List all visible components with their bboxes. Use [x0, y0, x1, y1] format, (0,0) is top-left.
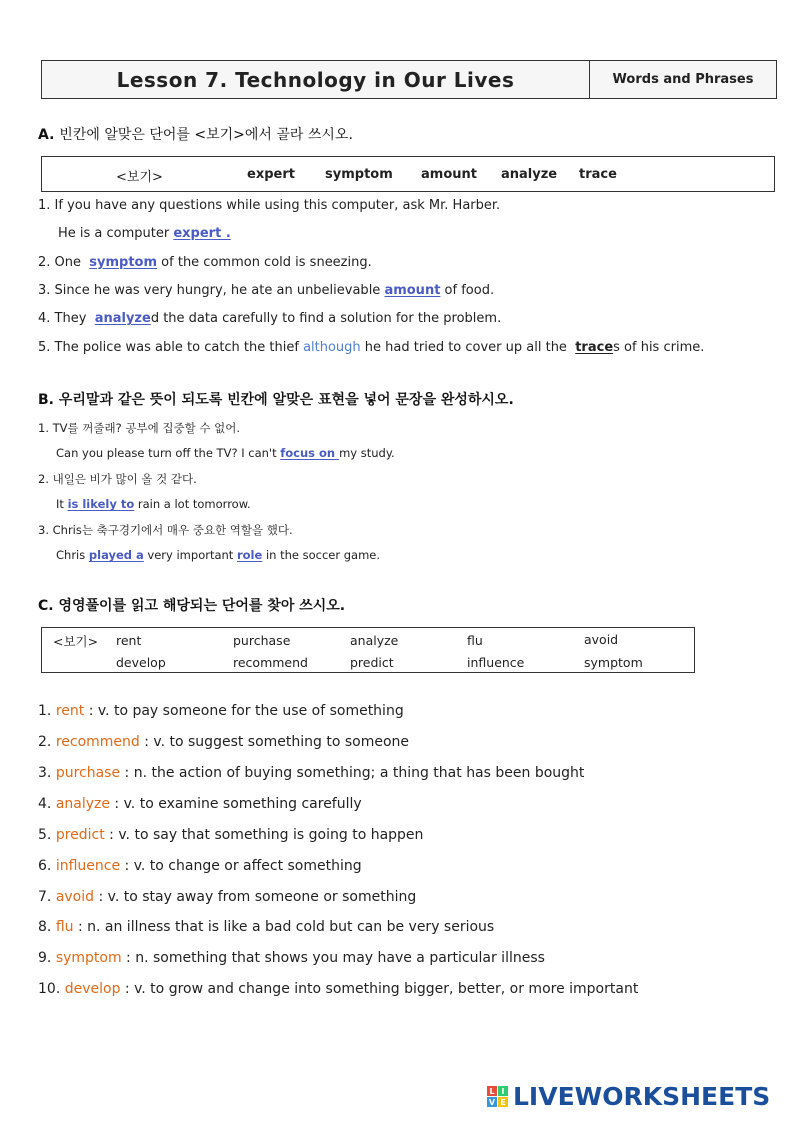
logo-letter: L	[487, 1086, 497, 1096]
answer-blank[interactable]: role	[236, 548, 263, 562]
question-b3-korean: 3. Chris는 축구경기에서 매우 중요한 역할을 했다.	[38, 523, 293, 537]
question-a1: 1. If you have any questions while using this computer, ask Mr. Harber.	[38, 198, 501, 213]
answer-blank[interactable]: trace	[575, 340, 614, 355]
definition-item	[38, 889, 416, 905]
item-number: 10.	[38, 981, 61, 997]
bogi-word: trace	[579, 167, 617, 182]
answer-word[interactable]: recommend	[55, 734, 140, 750]
section-c-label: C.	[38, 598, 54, 614]
wordbank-word: develop	[116, 655, 166, 670]
item-number: 6.	[38, 858, 52, 874]
question-text: 4. They	[38, 311, 91, 326]
item-number: 4.	[38, 796, 52, 812]
section-b-instruction: 우리말과 같은 뜻이 되도록 빈칸에 알맞은 표현을 넣어 문장을 완성하시오.	[58, 392, 514, 408]
definition-text: : n. an illness that is like a bad cold but can be very serious	[73, 919, 495, 935]
section-c-word-box	[41, 627, 695, 673]
section-b-label: B.	[38, 392, 54, 408]
question-b1-korean: 1. TV를 꺼줄래? 공부에 집중할 수 없어.	[38, 421, 240, 435]
bogi-word: analyze	[501, 167, 558, 182]
question-text: of food.	[440, 283, 495, 298]
question-text: Chris	[56, 548, 89, 562]
lesson-subtitle: Words and Phrases	[612, 72, 754, 87]
question-a3	[38, 283, 494, 298]
liveworksheets-logo	[487, 1082, 770, 1111]
definition-item	[38, 919, 494, 935]
logo-letter: E	[498, 1097, 508, 1107]
section-a-label: A.	[38, 127, 55, 143]
definition-item	[38, 981, 638, 997]
definition-item	[38, 796, 362, 812]
answer-word[interactable]: predict	[55, 827, 105, 843]
item-number: 3.	[38, 765, 52, 781]
definition-text: : n. the action of buying something; a thing that has been bought	[120, 765, 585, 781]
answer-blank[interactable]: expert .	[173, 226, 231, 241]
item-number: 5.	[38, 827, 52, 843]
lesson-header	[41, 60, 777, 99]
definition-text: : v. to say that something is going to happen	[104, 827, 424, 843]
logo-letter: V	[488, 1097, 496, 1107]
wordbank-word: analyze	[350, 633, 399, 648]
question-text: s of his crime.	[613, 340, 705, 355]
section-a-title	[38, 124, 353, 144]
bogi-word: symptom	[325, 167, 393, 182]
question-text: He is a computer	[58, 226, 174, 241]
answer-blank[interactable]: analyze	[94, 311, 151, 326]
section-c-instruction: 영영풀이를 읽고 해당되는 단어를 찾아 쓰시오.	[58, 598, 346, 614]
answer-word[interactable]: flu	[55, 919, 74, 935]
bogi-word: amount	[421, 167, 477, 182]
wordbank-word: recommend	[233, 655, 308, 670]
question-text: d the data carefully to find a solution for the problem.	[150, 311, 502, 326]
definition-text: : n. something that shows you may have a particular illness	[121, 950, 545, 966]
definition-text: : v. to stay away from someone or something	[94, 889, 417, 905]
definition-text: : v. to pay someone for the use of something	[84, 703, 404, 719]
wordbank-word: rent	[116, 633, 142, 648]
question-b2	[56, 497, 251, 511]
section-a-instruction: 빈칸에 알맞은 단어를 <보기>에서 골라 쓰시오.	[59, 127, 353, 143]
question-b1	[56, 446, 395, 460]
question-b3	[56, 548, 380, 562]
answer-word[interactable]: analyze	[55, 796, 110, 812]
answer-blank[interactable]: symptom	[89, 255, 158, 270]
question-a1-answer-line	[58, 226, 231, 241]
question-a5	[38, 340, 704, 355]
question-text: 5. The police was able to catch the thief	[38, 340, 304, 355]
question-b2-korean: 2. 내일은 비가 많이 올 것 같다.	[38, 472, 197, 486]
section-c-title	[38, 595, 345, 615]
question-text: of the common cold is sneezing.	[157, 255, 372, 270]
answer-word[interactable]: symptom	[55, 950, 122, 966]
item-number: 2.	[38, 734, 52, 750]
definition-item	[38, 734, 409, 750]
lesson-title: Lesson 7. Technology in Our Lives	[42, 61, 590, 98]
logo-text: LIVEWORKSHEETS	[513, 1082, 771, 1111]
bogi-word: expert	[247, 167, 295, 182]
wordbank-word: avoid	[584, 632, 619, 647]
definition-item	[38, 858, 362, 874]
wordbank-word: influence	[467, 655, 525, 670]
answer-word[interactable]: purchase	[55, 765, 121, 781]
item-number: 8.	[38, 919, 52, 935]
question-text: Can you please turn off the TV? I can't	[56, 446, 281, 460]
definition-item	[38, 950, 545, 966]
definition-text: : v. to change or affect something	[120, 858, 362, 874]
answer-blank[interactable]: amount	[384, 283, 441, 298]
answer-word[interactable]: develop	[64, 981, 121, 997]
answer-blank[interactable]: focus on	[280, 446, 340, 460]
item-number: 9.	[38, 950, 52, 966]
question-text: rain a lot tomorrow.	[134, 497, 251, 511]
question-a4	[38, 311, 501, 326]
question-text: my study.	[339, 446, 395, 460]
wordbank-word: symptom	[584, 655, 643, 670]
definition-text: : v. to grow and change into something bigger, better, or more important	[120, 981, 639, 997]
answer-word[interactable]: influence	[55, 858, 121, 874]
question-text: It	[56, 497, 68, 511]
section-a-word-box	[41, 156, 775, 192]
question-text: 2. One	[38, 255, 86, 270]
bogi-label: <보기>	[53, 634, 99, 649]
definition-item	[38, 765, 584, 781]
answer-word[interactable]: avoid	[55, 889, 95, 905]
definition-item	[38, 703, 404, 719]
question-text: very important	[143, 548, 237, 562]
answer-word[interactable]: rent	[55, 703, 85, 719]
question-text: in the soccer game.	[262, 548, 381, 562]
wordbank-word: purchase	[233, 633, 291, 648]
bogi-label: <보기>	[116, 170, 163, 185]
definition-text: : v. to suggest something to someone	[139, 734, 410, 750]
highlighted-word: although	[303, 340, 361, 355]
item-number: 7.	[38, 889, 52, 905]
definition-text: : v. to examine something carefully	[109, 796, 362, 812]
answer-blank[interactable]: is likely to	[67, 497, 135, 511]
logo-letter: I	[498, 1086, 508, 1096]
question-text: 3. Since he was very hungry, he ate an unbelievable	[38, 283, 385, 298]
wordbank-word: flu	[467, 633, 483, 648]
definition-item	[38, 827, 423, 843]
section-b-title	[38, 389, 514, 409]
answer-blank[interactable]: played a	[88, 548, 144, 562]
question-a2	[38, 255, 372, 270]
wordbank-word: predict	[350, 655, 394, 670]
question-text: he had tried to cover up all the	[360, 340, 572, 355]
item-number: 1.	[38, 703, 52, 719]
logo-icon	[487, 1086, 508, 1107]
